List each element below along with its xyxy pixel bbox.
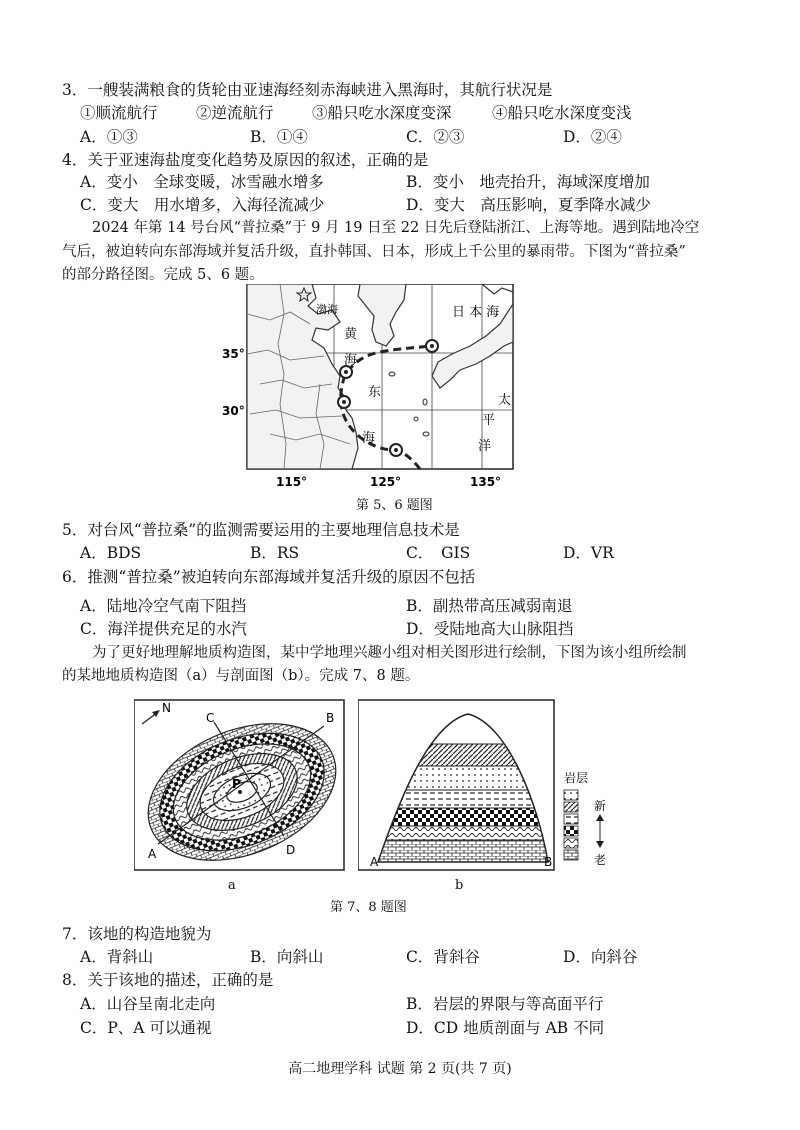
q6-stem: 6．推测“普拉桑”被迫转向东部海域并复活升级的原因不包括 [62, 568, 476, 586]
q3-item: ③船只吃水深度变深 [312, 104, 452, 122]
sea-label: 渤海 [316, 303, 338, 316]
point-label: C [206, 711, 215, 725]
sea-label: 太 [498, 393, 512, 408]
q4-option-c[interactable]: C．变大 用水增多，入海径流减少 [80, 196, 325, 214]
q7-option-a[interactable]: A．背斜山 [80, 948, 154, 966]
q8-option-a[interactable]: A．山谷呈南北走向 [80, 995, 216, 1013]
sea-label: 海 [344, 353, 358, 368]
q6-option-b[interactable]: B．副热带高压减弱南退 [406, 597, 573, 615]
q3-option-c[interactable]: C．②③ [406, 128, 465, 146]
q7-option-d[interactable]: D．向斜谷 [563, 948, 638, 966]
q7-stem: 7．该地的构造地貌为 [62, 925, 212, 943]
q8-option-d[interactable]: D．CD 地质剖面与 AB 不同 [406, 1019, 605, 1037]
lon-label: 135° [470, 475, 502, 489]
q8-option-c[interactable]: C．P、A 可以通视 [80, 1019, 212, 1037]
sea-label: 平 [482, 413, 496, 428]
point-label: P [232, 777, 241, 791]
legend-title: 岩层 [564, 771, 589, 785]
q8-option-b[interactable]: B．岩层的界限与等高面平行 [406, 995, 604, 1013]
subfigure-a-label: a [228, 878, 236, 893]
q6-option-d[interactable]: D．受陆地高大山脉阻挡 [406, 620, 574, 638]
page-footer: 高二地理学科 试题 第 2 页(共 7 页) [288, 1061, 512, 1077]
q3-item: ②逆流航行 [196, 104, 274, 122]
arrow-down-icon [596, 841, 604, 848]
sea-label: 日 本 海 [452, 305, 500, 320]
north-label: N [162, 701, 171, 715]
sea-label: 洋 [478, 439, 492, 454]
point-label: D [286, 843, 296, 857]
q3-option-a[interactable]: A．①③ [80, 128, 138, 146]
q4-option-d[interactable]: D．变大 高压影响，夏季降水减少 [406, 196, 651, 214]
q3-option-b[interactable]: B．①④ [250, 128, 308, 146]
q4-option-b[interactable]: B．变小 地壳抬升，海域深度增加 [406, 173, 650, 191]
map-caption: 第 5、6 题图 [356, 498, 433, 513]
lon-label: 125° [370, 475, 402, 489]
q6-option-a[interactable]: A．陆地冷空气南下阻挡 [80, 597, 247, 615]
q5-option-d[interactable]: D．VR [563, 544, 614, 562]
q5-option-b[interactable]: B．RS [250, 544, 300, 562]
q3-stem: 3．一艘装满粮食的货轮由亚速海经刻赤海峡进入黑海时，其航行状况是 [62, 81, 553, 99]
intro56-line: 2024 年第 14 号台风“普拉桑”于 9 月 19 日至 22 日先后登陆浙江、上海等地。遇到陆地冷空 [92, 220, 700, 236]
sea-label: 黄 [344, 327, 358, 342]
q3-option-d[interactable]: D．②④ [563, 128, 622, 146]
intro78-line: 的某地地质构造图（a）与剖面图（b）。完成 7、8 题。 [62, 668, 420, 684]
geo-caption: 第 7、8 题图 [330, 900, 407, 915]
geologic-section-b [358, 694, 624, 884]
q3-item: ①顺流航行 [80, 104, 158, 122]
lat-label: 30° [222, 404, 245, 418]
intro78-line: 为了更好地理解地质构造图，某中学地理兴趣小组对相关图形进行绘制，下图为该小组所绘制 [92, 645, 687, 661]
strata-legend [564, 790, 578, 860]
point-label: B [326, 711, 335, 725]
point-label: B [544, 855, 553, 869]
intro56-line: 的部分路径图。完成 5、6 题。 [62, 267, 264, 283]
q4-option-a[interactable]: A．变小 全球变暖，冰雪融水增多 [80, 173, 324, 191]
lon-label: 115° [276, 475, 308, 489]
q7-option-b[interactable]: B．向斜山 [250, 948, 324, 966]
sea-label: 海 [362, 431, 376, 446]
arrow-up-icon [596, 814, 604, 821]
typhoon-track-map [220, 284, 520, 494]
q6-option-c[interactable]: C．海洋提供充足的水汽 [80, 620, 247, 638]
legend-new: 新 [594, 799, 607, 813]
geologic-map-a [134, 694, 354, 884]
q8-stem: 8．关于该地的描述，正确的是 [62, 971, 274, 989]
q3-item: ④船只吃水深度变浅 [492, 104, 632, 122]
lat-label: 35° [222, 347, 245, 361]
point-label: A [370, 855, 379, 869]
legend-old: 老 [594, 853, 607, 867]
q7-option-c[interactable]: C．背斜谷 [406, 948, 480, 966]
subfigure-b-label: b [455, 878, 464, 893]
q5-option-a[interactable]: A．BDS [80, 544, 142, 562]
q4-stem: 4．关于亚速海盐度变化趋势及原因的叙述，正确的是 [62, 151, 429, 169]
q5-option-c[interactable]: C． GIS [406, 544, 471, 562]
point-label: A [148, 847, 157, 861]
sea-label: 东 [368, 385, 382, 400]
q5-stem: 5．对台风“普拉桑”的监测需要运用的主要地理信息技术是 [62, 521, 460, 539]
intro56-line: 气后，被迫转向东部海域并复活升级，直扑韩国、日本，形成上千公里的暴雨带。下图为“普拉桑” [62, 244, 686, 260]
